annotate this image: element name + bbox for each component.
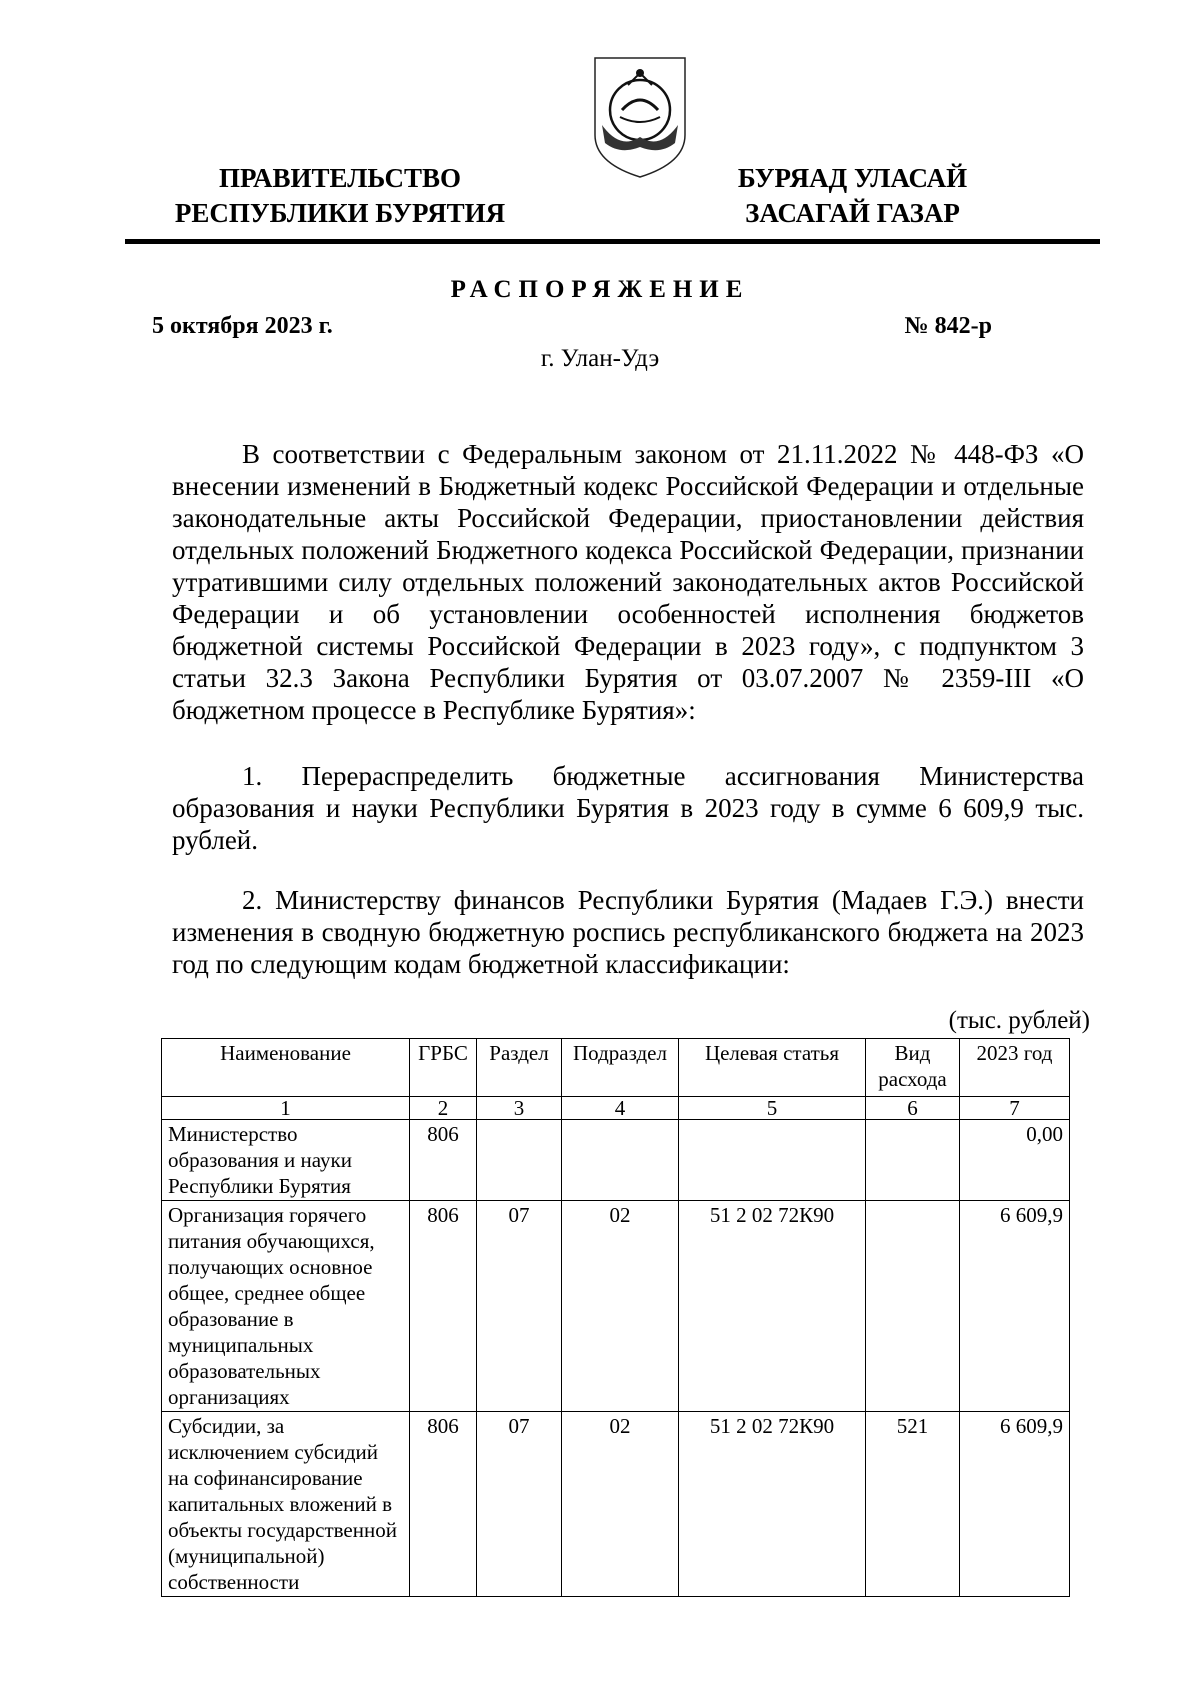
document-date: 5 октября 2023 г.	[152, 313, 333, 339]
org-name-bua-line2: ЗАСАГАЙ ГАЗАР	[745, 198, 960, 228]
header-divider	[125, 239, 1100, 244]
col-number: 5	[679, 1097, 866, 1120]
cell-subsection	[562, 1120, 679, 1201]
org-name-ru	[150, 161, 530, 231]
item-2-paragraph: 2. Министерству финансов Республики Бурятия (Мадаев Г.Э.) внести изменения в сводную бюджетную роспись республиканского бюджета на 2023 год по следующим кодам бюджетной классификации:	[172, 885, 1084, 979]
table-units: (тыс. рублей)	[948, 1007, 1090, 1034]
document-city: г. Улан-Удэ	[540, 345, 660, 372]
org-name-ru-line1: ПРАВИТЕЛЬСТВО	[218, 163, 462, 193]
org-name-bua	[710, 161, 995, 231]
document-type: РАСПОРЯЖЕНИЕ	[450, 276, 750, 303]
cell-target-article	[679, 1120, 866, 1201]
col-header-section: Раздел	[477, 1039, 562, 1097]
cell-grbs: 806	[410, 1120, 477, 1201]
cell-subsection: 02	[562, 1201, 679, 1412]
col-number: 1	[162, 1097, 410, 1120]
cell-target-article: 51 2 02 72К90	[679, 1201, 866, 1412]
org-name-ru-line2: РЕСПУБЛИКИ БУРЯТИЯ	[174, 198, 506, 228]
table-row	[162, 1120, 1070, 1201]
col-header-target-article: Целевая статья	[679, 1039, 866, 1097]
col-header-grbs: ГРБС	[410, 1039, 477, 1097]
table-row	[162, 1201, 1070, 1412]
table-row	[162, 1412, 1070, 1597]
cell-section: 07	[477, 1201, 562, 1412]
cell-amount: 0,00	[960, 1120, 1070, 1201]
cell-name: Министерство образования и науки Республики Бурятия	[162, 1120, 410, 1201]
cell-subsection: 02	[562, 1412, 679, 1597]
table-header-row	[162, 1039, 1070, 1097]
cell-expense-type	[866, 1201, 960, 1412]
cell-expense-type	[866, 1120, 960, 1201]
col-header-expense-type: Вид расхода	[866, 1039, 960, 1097]
table-column-number-row	[162, 1097, 1070, 1120]
org-name-bua-line1: БУРЯАД УЛАСАЙ	[737, 163, 968, 193]
item-1-paragraph: 1. Перераспределить бюджетные ассигнования Министерства образования и науки Республики Бурятия в 2023 году в сумме 6 609,9 тыс. рублей.	[172, 761, 1084, 855]
col-number: 6	[866, 1097, 960, 1120]
col-header-year-2023: 2023 год	[960, 1039, 1070, 1097]
cell-amount: 6 609,9	[960, 1412, 1070, 1597]
col-header-name: Наименование	[162, 1039, 410, 1097]
cell-expense-type: 521	[866, 1412, 960, 1597]
document-number: № 842-р	[904, 313, 992, 339]
cell-section	[477, 1120, 562, 1201]
cell-section: 07	[477, 1412, 562, 1597]
cell-amount: 6 609,9	[960, 1201, 1070, 1412]
cell-grbs: 806	[410, 1201, 477, 1412]
cell-target-article: 51 2 02 72К90	[679, 1412, 866, 1597]
cell-name: Субсидии, за исключением субсидий на софинансирование капитальных вложений в объекты государственной (муниципальной) собственности	[162, 1412, 410, 1597]
coat-of-arms-emblem	[590, 55, 690, 180]
cell-name: Организация горячего питания обучающихся, получающих основное общее, среднее общее образование в муниципальных образовательных организациях	[162, 1201, 410, 1412]
col-number: 3	[477, 1097, 562, 1120]
col-header-subsection: Подраздел	[562, 1039, 679, 1097]
preamble-paragraph: В соответствии с Федеральным законом от 21.11.2022 № 448-ФЗ «О внесении изменений в Бюджетный кодекс Российской Федерации и отдельные законодательные акты Российской Федерации, приостановлении действия отдельных положений Бюджетного кодекса Российской Федерации, признании утратившими силу отдельных положений законодательных актов Российской Федерации и об установлении особенностей исполнения бюджетов бюджетной системы Российской Федерации в 2023 году», с подпунктом 3 статьи 32.3 Закона Республики Бурятия от 03.07.2007 № 2359-III «О бюджетном процессе в Республике Бурятия»:	[172, 439, 1084, 725]
cell-grbs: 806	[410, 1412, 477, 1597]
col-number: 7	[960, 1097, 1070, 1120]
budget-table	[161, 1038, 1070, 1597]
col-number: 4	[562, 1097, 679, 1120]
col-number: 2	[410, 1097, 477, 1120]
